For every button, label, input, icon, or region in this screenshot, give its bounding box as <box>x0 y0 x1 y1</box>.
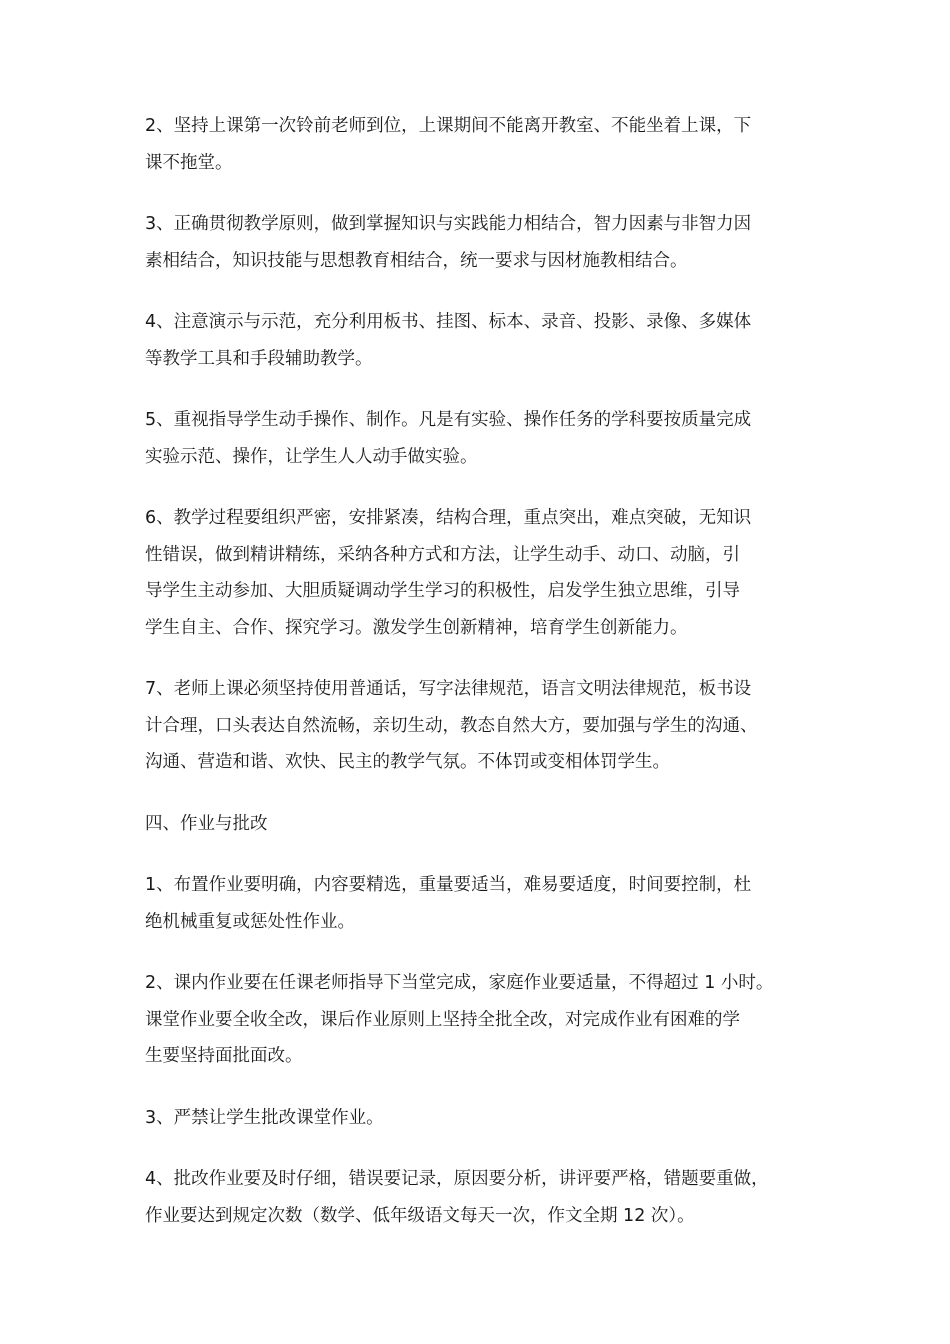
text-line: 1、布置作业要明确，内容要精选，重量要适当，难易要适度，时间要控制，杜 <box>145 875 752 895</box>
text-line: 2、坚持上课第一次铃前老师到位，上课期间不能离开教室、不能坐着上课，下 <box>145 116 752 136</box>
paragraph-timely-grading <box>145 1161 817 1234</box>
text-line: 5、重视指导学生动手操作、制作。凡是有实验、操作任务的学科要按质量完成 <box>145 410 752 430</box>
text-line: 课不拖堂。 <box>145 152 233 173</box>
text-line: 性错误，做到精讲精练，采纳各种方式和方法，让学生动手、动口、动脑，引 <box>145 544 740 565</box>
text-line: 实验示范、操作，让学生人人动手做实验。 <box>145 446 478 467</box>
paragraph-demonstration <box>145 304 817 377</box>
text-line: 4、批改作业要及时仔细，错误要记录，原因要分析，讲评要严格，错题要重做， <box>145 1169 769 1189</box>
text-line: 4、注意演示与示范，充分利用板书、挂图、标本、录音、投影、录像、多媒体 <box>145 312 752 332</box>
text-line: 绝机械重复或惩处性作业。 <box>145 911 355 932</box>
paragraph-hands-on <box>145 402 817 475</box>
text-line: 3、正确贯彻教学原则，做到掌握知识与实践能力相结合，智力因素与非智力因 <box>145 214 752 234</box>
paragraph-assign-homework <box>145 867 817 940</box>
paragraph-mandarin <box>145 671 817 781</box>
document-page <box>145 108 817 1259</box>
paragraph-teaching-principles <box>145 206 817 279</box>
text-line: 课堂作业要全收全改，课后作业原则上坚持全批全改，对完成作业有困难的学 <box>145 1009 740 1030</box>
text-line: 四、作业与批改 <box>145 813 268 834</box>
text-line: 生要坚持面批面改。 <box>145 1046 303 1066</box>
text-line: 7、老师上课必须坚持使用普通话，写字法律规范，语言文明法律规范，板书设 <box>145 679 752 699</box>
text-line: 6、教学过程要组织严密，安排紧凑，结构合理，重点突出，难点突破，无知识 <box>145 508 752 528</box>
text-line: 作业要达到规定次数（数学、低年级语文每天一次，作文全期 12 次）。 <box>145 1205 695 1226</box>
paragraph-class-punctuality <box>145 108 817 181</box>
text-line: 2、课内作业要在任课老师指导下当堂完成，家庭作业要适量，不得超过 1 小时。 <box>145 973 774 993</box>
paragraph-teaching-process <box>145 500 817 646</box>
section-heading-homework <box>145 806 817 843</box>
text-line: 学生自主、合作、探究学习。激发学生创新精神，培育学生创新能力。 <box>145 617 688 638</box>
text-line: 等教学工具和手段辅助教学。 <box>145 348 373 369</box>
text-line: 素相结合，知识技能与思想教育相结合，统一要求与因材施教相结合。 <box>145 250 688 271</box>
text-line: 计合理，口头表达自然流畅，亲切生动，教态自然大方，要加强与学生的沟通、 <box>145 715 758 736</box>
text-line: 3、严禁让学生批改课堂作业。 <box>145 1107 384 1128</box>
text-line: 导学生主动参加、大胆质疑调动学生学习的积极性，启发学生独立思维，引导 <box>145 581 740 601</box>
paragraph-no-student-grading <box>145 1100 817 1137</box>
paragraph-class-homework <box>145 965 817 1075</box>
text-line: 沟通、营造和谐、欢快、民主的教学气氛。不体罚或变相体罚学生。 <box>145 752 670 772</box>
